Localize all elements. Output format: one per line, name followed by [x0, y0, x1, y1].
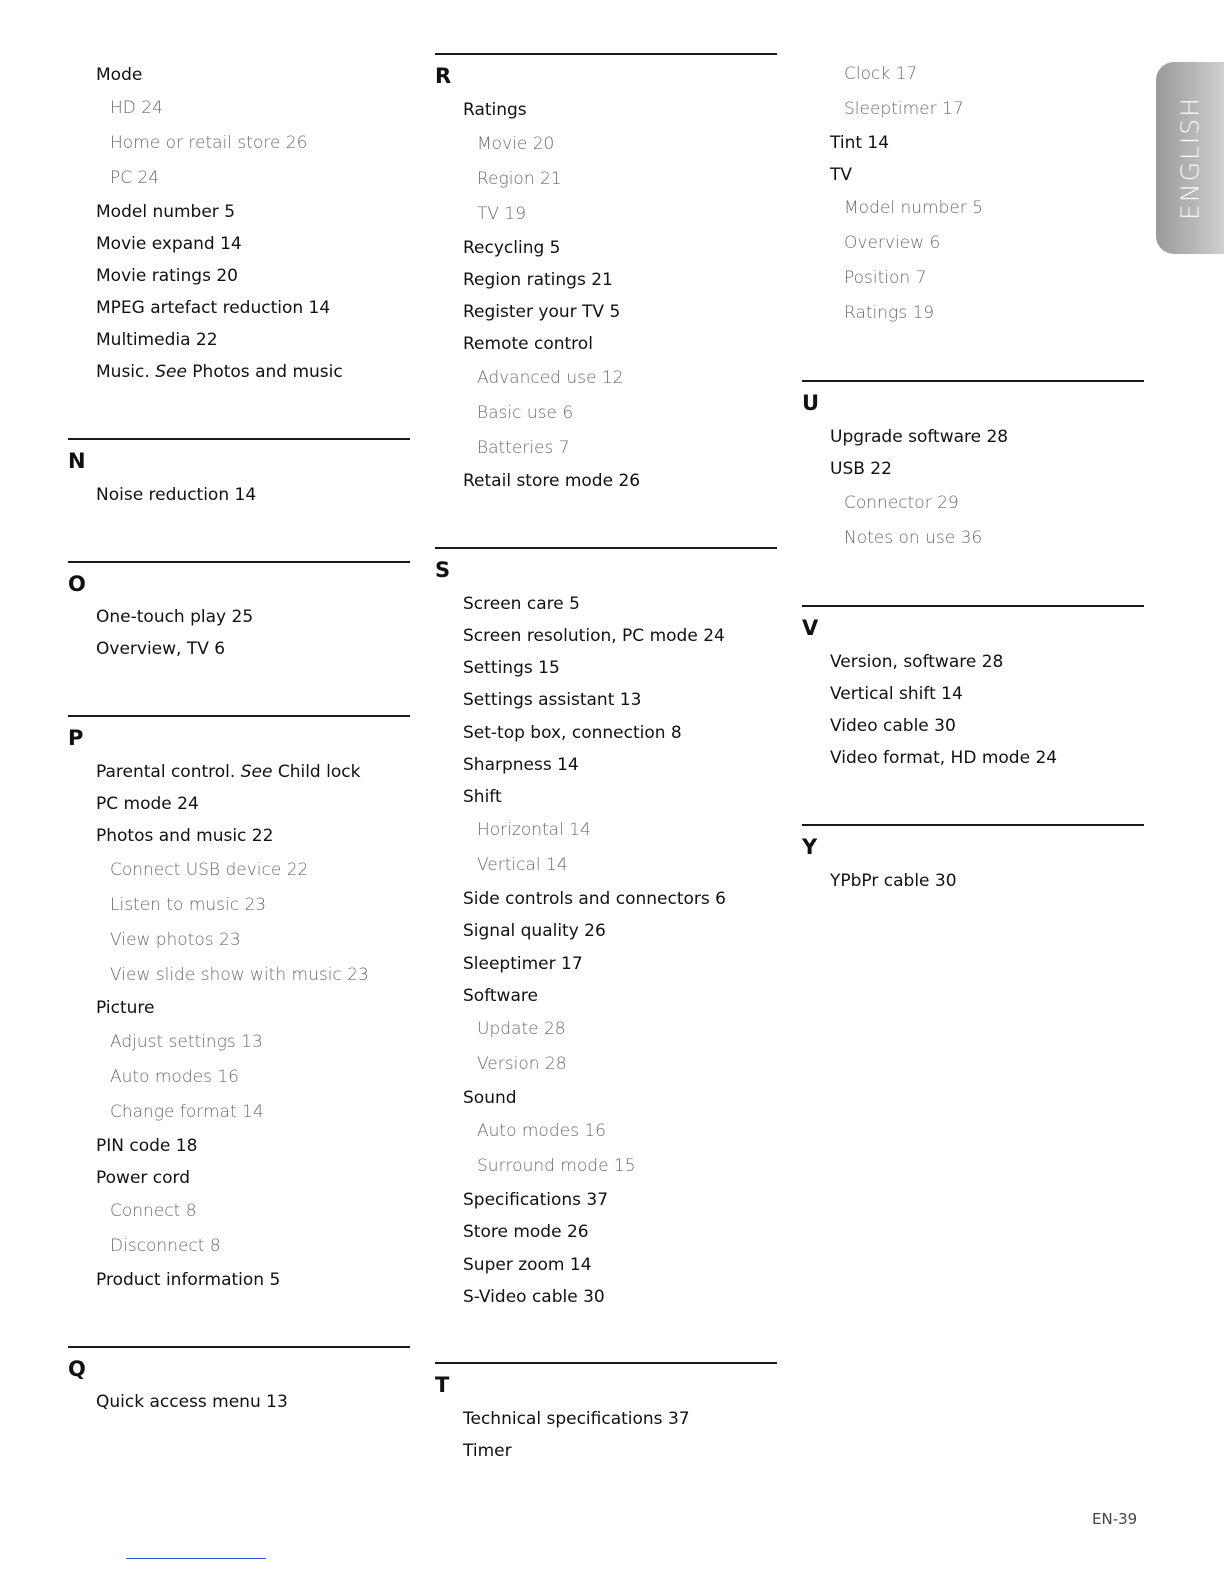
index-entry-tint: Tint 14	[830, 133, 890, 153]
index-entry-movie-expand: Movie expand 14	[96, 234, 242, 254]
section-letter-u: U	[802, 391, 820, 415]
index-entry-specifications: Specifications 37	[463, 1190, 609, 1210]
see-target: Photos and music	[186, 362, 343, 382]
see-reference: See	[155, 362, 187, 382]
index-subentry-version: Version 28	[477, 1054, 567, 1074]
index-entry-shift: Shift	[463, 787, 502, 807]
see-target: Child lock	[272, 762, 361, 782]
index-entry-product-information: Product information 5	[96, 1270, 281, 1290]
language-label: ENGLISH	[1175, 96, 1205, 220]
section-letter-v: V	[802, 616, 819, 640]
section-letter-t: T	[435, 1373, 450, 1397]
index-entry-parental-control	[96, 764, 360, 781]
section-letter-y: Y	[802, 835, 818, 859]
index-entry-mode: Mode	[96, 65, 143, 85]
index-entry-region-ratings: Region ratings 21	[463, 270, 613, 290]
index-entry-recycling: Recycling 5	[463, 238, 561, 258]
index-entry-version-software: Version, software 28	[830, 652, 1004, 672]
index-entry-photos-music: Photos and music 22	[96, 826, 274, 846]
index-subentry-sound-auto-modes: Auto modes 16	[477, 1121, 606, 1141]
section-letter-o: O	[68, 572, 86, 596]
section-rule-p	[68, 715, 410, 717]
index-subentry-notes-on-use: Notes on use 36	[844, 528, 983, 548]
section-rule-q	[68, 1346, 410, 1348]
index-entry-usb: USB 22	[830, 459, 892, 479]
index-entry-signal-quality: Signal quality 26	[463, 921, 606, 941]
index-entry-sharpness: Sharpness 14	[463, 755, 579, 775]
section-rule-t	[435, 1362, 777, 1364]
index-subentry-connect-usb: Connect USB device 22	[110, 860, 309, 880]
index-entry-software: Software	[463, 986, 538, 1006]
page-number: EN-39	[1092, 1510, 1138, 1528]
index-subentry-auto-modes: Auto modes 16	[110, 1067, 239, 1087]
index-entry-vertical-shift: Vertical shift 14	[830, 684, 963, 704]
index-entry-mpeg: MPEG artefact reduction 14	[96, 298, 331, 318]
index-subentry-connector: Connector 29	[844, 493, 959, 513]
entry-text: Parental control.	[96, 762, 236, 782]
index-subentry-adjust-settings: Adjust settings 13	[110, 1032, 263, 1052]
index-entry-noise-reduction: Noise reduction 14	[96, 485, 257, 505]
index-subentry-connect: Connect 8	[110, 1201, 197, 1221]
index-entry-pin-code: PIN code 18	[96, 1136, 198, 1156]
index-entry-ratings: Ratings	[463, 100, 527, 120]
index-entry-quick-access-menu: Quick access menu 13	[96, 1392, 288, 1412]
index-entry-remote-control: Remote control	[463, 334, 593, 354]
section-letter-n: N	[68, 449, 86, 473]
index-entry-overview-tv: Overview, TV 6	[96, 639, 226, 659]
index-entry-set-top-box: Set-top box, connection 8	[463, 723, 682, 743]
index-entry-tv: TV	[830, 165, 853, 185]
index-subentry-clock: Clock 17	[844, 64, 918, 84]
index-entry-screen-care: Screen care 5	[463, 594, 580, 614]
section-rule-n	[68, 438, 410, 440]
index-subentry-batteries: Batteries 7	[477, 438, 570, 458]
index-entry-register-tv: Register your TV 5	[463, 302, 621, 322]
index-subentry-slide-show: View slide show with music 23	[110, 965, 369, 985]
index-entry-technical-specifications: Technical specifications 37	[463, 1409, 690, 1429]
index-subentry-basic-use: Basic use 6	[477, 403, 574, 423]
index-entry-power-cord: Power cord	[96, 1168, 191, 1188]
language-side-tab	[1156, 62, 1224, 254]
index-entry-one-touch-play: One-touch play 25	[96, 607, 254, 627]
section-letter-q: Q	[68, 1357, 86, 1381]
index-entry-settings-assistant: Settings assistant 13	[463, 690, 642, 710]
index-entry-pc-mode: PC mode 24	[96, 794, 199, 814]
index-entry-upgrade-software: Upgrade software 28	[830, 427, 1009, 447]
index-subentry-tv: TV 19	[477, 204, 527, 224]
index-subentry-view-photos: View photos 23	[110, 930, 241, 950]
index-entry-video-cable: Video cable 30	[830, 716, 956, 736]
section-letter-p: P	[68, 726, 84, 750]
index-entry-side-controls: Side controls and connectors 6	[463, 889, 726, 909]
index-subentry-sleeptimer: Sleeptimer 17	[844, 99, 964, 119]
index-entry-ypbpr-cable: YPbPr cable 30	[830, 871, 957, 891]
index-entry-movie-ratings: Movie ratings 20	[96, 266, 238, 286]
section-letter-s: S	[435, 558, 451, 582]
section-rule-o	[68, 561, 410, 563]
index-entry-model-number: Model number 5	[96, 202, 236, 222]
index-subentry-movie: Movie 20	[477, 134, 555, 154]
entry-text: Music.	[96, 362, 150, 382]
index-subentry-disconnect: Disconnect 8	[110, 1236, 221, 1256]
index-entry-s-video-cable: S-Video cable 30	[463, 1287, 605, 1307]
index-entry-sound: Sound	[463, 1088, 517, 1108]
index-entry-screen-resolution: Screen resolution, PC mode 24	[463, 626, 725, 646]
index-subentry-update: Update 28	[477, 1019, 566, 1039]
section-letter-r: R	[435, 64, 452, 88]
index-entry-settings: Settings 15	[463, 658, 560, 678]
index-entry-super-zoom: Super zoom 14	[463, 1255, 592, 1275]
section-rule-r	[435, 53, 777, 55]
index-entry-video-format: Video format, HD mode 24	[830, 748, 1058, 768]
index-subentry-hd: HD 24	[110, 98, 163, 118]
index-entry-picture: Picture	[96, 998, 155, 1018]
index-entry-store-mode: Store mode 26	[463, 1222, 589, 1242]
index-subentry-region: Region 21	[477, 169, 562, 189]
index-entry-sleeptimer: Sleeptimer 17	[463, 954, 583, 974]
section-rule-v	[802, 605, 1144, 607]
index-subentry-listen-music: Listen to music 23	[110, 895, 267, 915]
index-subentry-surround-mode: Surround mode 15	[477, 1156, 636, 1176]
index-subentry-pc: PC 24	[110, 168, 160, 188]
see-reference: See	[240, 762, 273, 782]
index-subentry-tv-position: Position 7	[844, 268, 927, 288]
section-rule-s	[435, 547, 777, 549]
index-subentry-tv-overview: Overview 6	[844, 233, 941, 253]
index-subentry-advanced-use: Advanced use 12	[477, 368, 624, 388]
index-entry-timer: Timer	[463, 1441, 512, 1461]
section-rule-y	[802, 824, 1144, 826]
index-entry-multimedia: Multimedia 22	[96, 330, 218, 350]
footer-underline	[126, 1558, 266, 1559]
index-entry-music	[96, 364, 343, 381]
index-subentry-home-retail: Home or retail store 26	[110, 133, 308, 153]
index-subentry-tv-model-number: Model number 5	[844, 198, 984, 218]
section-rule-u	[802, 380, 1144, 382]
index-subentry-tv-ratings: Ratings 19	[844, 303, 935, 323]
index-entry-retail-store-mode: Retail store mode 26	[463, 471, 641, 491]
index-subentry-change-format: Change format 14	[110, 1102, 264, 1122]
index-subentry-horizontal: Horizontal 14	[477, 820, 591, 840]
index-subentry-vertical: Vertical 14	[477, 855, 568, 875]
